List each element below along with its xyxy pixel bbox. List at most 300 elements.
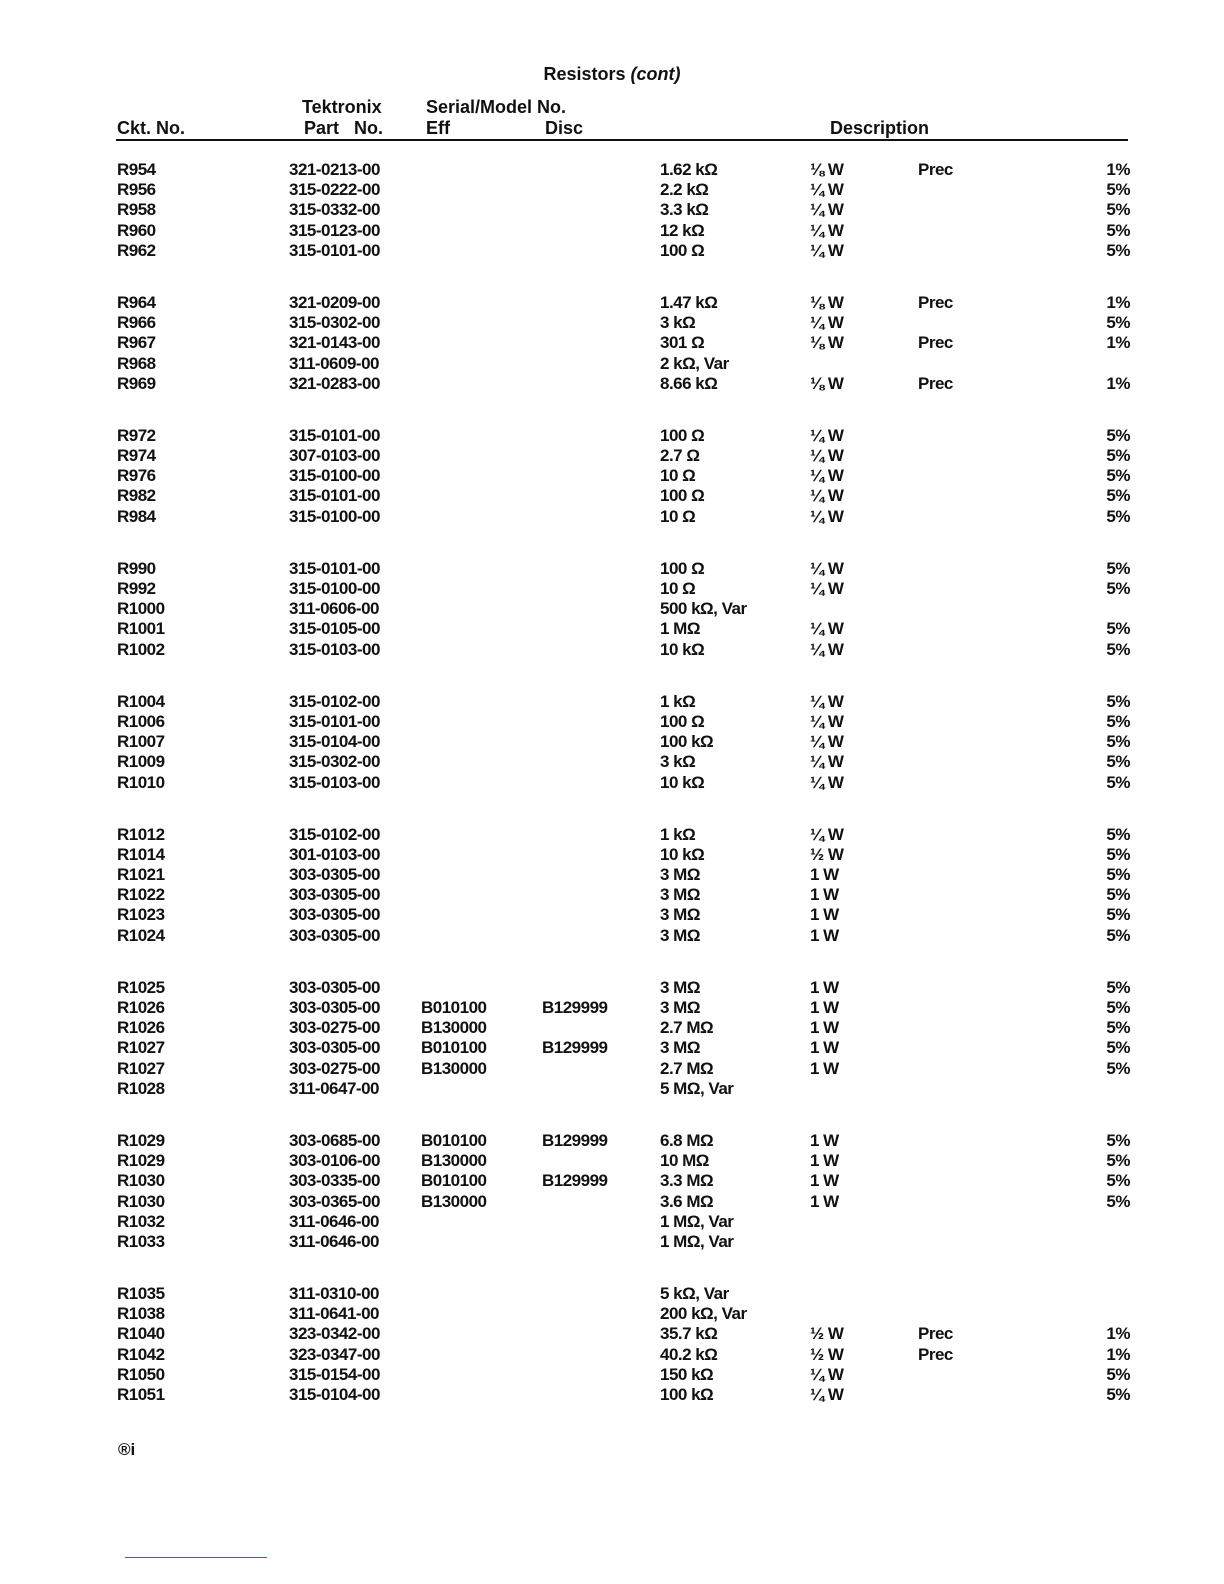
- tolerance: 5%: [1106, 200, 1130, 220]
- resistance-value: 1.47 kΩ: [660, 292, 718, 312]
- table-row: [0, 1232, 1224, 1252]
- tolerance: 5%: [1106, 711, 1130, 731]
- tolerance: 1%: [1106, 292, 1130, 312]
- title-suffix: (cont): [630, 64, 681, 84]
- tolerance: 5%: [1106, 905, 1130, 925]
- part-number: 315-0101-00: [289, 425, 380, 445]
- precision: Prec: [918, 1324, 953, 1344]
- table-row: [0, 180, 1224, 200]
- tolerance: 5%: [1106, 639, 1130, 659]
- resistance-value: 500 kΩ, Var: [660, 599, 747, 619]
- table-row: [0, 200, 1224, 220]
- serial-disc: B129999: [542, 1171, 608, 1191]
- table-row: [0, 466, 1224, 486]
- part-number: 315-0101-00: [289, 711, 380, 731]
- wattage: 1 W: [810, 1171, 839, 1191]
- resistance-value: 3 MΩ: [660, 905, 700, 925]
- resistance-value: 3 MΩ: [660, 1038, 700, 1058]
- resistance-value: 100 Ω: [660, 711, 705, 731]
- part-number: 303-0305-00: [289, 925, 380, 945]
- table-row: [0, 640, 1224, 660]
- serial-disc: B129999: [542, 998, 608, 1017]
- resistance-value: 10 kΩ: [660, 639, 705, 659]
- ckt-number: R1004: [117, 691, 165, 711]
- tolerance: 5%: [1106, 240, 1130, 260]
- tolerance: 5%: [1106, 885, 1130, 905]
- wattage: ¼ W: [810, 619, 844, 639]
- wattage: ⅛ W: [810, 292, 844, 312]
- part-number: 303-0305-00: [289, 865, 380, 885]
- part-number: 307-0103-00: [289, 446, 380, 466]
- precision: Prec: [918, 333, 953, 353]
- wattage: ¼ W: [810, 180, 844, 200]
- table-row: [0, 1192, 1224, 1212]
- table-row: [0, 1324, 1224, 1344]
- table-row: [0, 599, 1224, 619]
- wattage: ½ W: [810, 844, 844, 864]
- tolerance: 1%: [1106, 160, 1130, 179]
- resistance-value: 6.8 MΩ: [660, 1130, 714, 1150]
- part-number: 315-0102-00: [289, 691, 380, 711]
- ckt-number: R1024: [117, 925, 165, 945]
- ckt-number: R1014: [117, 844, 165, 864]
- tolerance: 5%: [1106, 425, 1130, 445]
- resistance-value: 2.7 MΩ: [660, 1058, 714, 1078]
- table-row: [0, 885, 1224, 905]
- part-number: 315-0103-00: [289, 772, 380, 792]
- row-group: [0, 825, 1224, 946]
- ckt-number: R992: [117, 579, 156, 598]
- serial-eff: B130000: [421, 1191, 487, 1211]
- table-row: [0, 619, 1224, 639]
- part-number: 303-0275-00: [289, 1058, 380, 1078]
- table-row: [0, 1079, 1224, 1099]
- table-row: [0, 1304, 1224, 1324]
- part-number: 315-0105-00: [289, 619, 380, 639]
- serial-eff: B010100: [421, 1130, 487, 1150]
- section-title: [0, 64, 1224, 85]
- wattage: 1 W: [810, 1151, 839, 1171]
- ckt-number: R1026: [117, 1018, 165, 1038]
- table-row: [0, 692, 1224, 712]
- tolerance: 5%: [1106, 732, 1130, 752]
- ckt-number: R1009: [117, 752, 165, 772]
- table-row: [0, 1385, 1224, 1405]
- table-row: [0, 1059, 1224, 1079]
- table-row: [0, 752, 1224, 772]
- resistance-value: 5 kΩ, Var: [660, 1284, 729, 1304]
- tolerance: 5%: [1106, 1364, 1130, 1384]
- wattage: ¼ W: [810, 220, 844, 240]
- tolerance: 5%: [1106, 772, 1130, 792]
- tolerance: 5%: [1106, 619, 1130, 639]
- ckt-number: R962: [117, 240, 156, 260]
- ckt-number: R976: [117, 466, 156, 486]
- tolerance: 5%: [1106, 925, 1130, 945]
- tolerance: 5%: [1106, 506, 1130, 526]
- wattage: 1 W: [810, 925, 839, 945]
- resistance-value: 100 kΩ: [660, 732, 714, 752]
- ckt-number: R956: [117, 180, 156, 200]
- header-tektronix: Tektronix: [302, 97, 382, 117]
- wattage: ¼ W: [810, 486, 844, 506]
- table-row: [0, 1131, 1224, 1151]
- resistance-value: 1.62 kΩ: [660, 160, 718, 179]
- table-row: [0, 1212, 1224, 1232]
- wattage: ¼ W: [810, 558, 844, 578]
- row-group: [0, 692, 1224, 793]
- resistance-value: 3 kΩ: [660, 313, 696, 333]
- part-number: 303-0335-00: [289, 1171, 380, 1191]
- table-row: [0, 221, 1224, 241]
- tolerance: 1%: [1106, 1324, 1130, 1344]
- part-number: 311-0606-00: [289, 599, 379, 619]
- resistance-value: 12 kΩ: [660, 220, 705, 240]
- resistance-value: 3 MΩ: [660, 925, 700, 945]
- ckt-number: R967: [117, 333, 156, 353]
- resistance-value: 200 kΩ, Var: [660, 1304, 747, 1324]
- ckt-number: R1012: [117, 824, 165, 844]
- part-number: 303-0305-00: [289, 1038, 380, 1058]
- resistance-value: 3.3 kΩ: [660, 200, 709, 220]
- part-number: 315-0101-00: [289, 240, 380, 260]
- ckt-number: R990: [117, 558, 156, 578]
- table-row: [0, 926, 1224, 946]
- serial-eff: B010100: [421, 1171, 487, 1191]
- ckt-number: R1000: [117, 599, 165, 619]
- precision: Prec: [918, 292, 953, 312]
- wattage: ¼ W: [810, 240, 844, 260]
- tolerance: 5%: [1106, 752, 1130, 772]
- resistance-value: 3.3 MΩ: [660, 1171, 714, 1191]
- part-number: 315-0104-00: [289, 732, 380, 752]
- ckt-number: R1001: [117, 619, 165, 639]
- resistance-value: 5 MΩ, Var: [660, 1078, 734, 1098]
- ckt-number: R1010: [117, 772, 165, 792]
- serial-eff: B130000: [421, 1018, 487, 1038]
- table-row: [0, 978, 1224, 998]
- wattage: ¼ W: [810, 732, 844, 752]
- table-row: [0, 1171, 1224, 1191]
- ckt-number: R1025: [117, 977, 165, 997]
- ckt-number: R1051: [117, 1385, 165, 1404]
- wattage: 1 W: [810, 1130, 839, 1150]
- ckt-number: R964: [117, 292, 156, 312]
- table-row: [0, 333, 1224, 353]
- row-group: [0, 160, 1224, 261]
- row-group: [0, 978, 1224, 1099]
- table-row: [0, 241, 1224, 261]
- resistance-value: 10 Ω: [660, 466, 696, 486]
- table-row: [0, 446, 1224, 466]
- resistance-value: 40.2 kΩ: [660, 1344, 718, 1364]
- part-number: 315-0101-00: [289, 486, 380, 506]
- resistance-value: 301 Ω: [660, 333, 705, 353]
- ckt-number: R984: [117, 506, 156, 526]
- wattage: ¼ W: [810, 752, 844, 772]
- header-serial-model-no: Serial/Model No.: [426, 97, 567, 117]
- resistance-value: 1 MΩ, Var: [660, 1211, 734, 1231]
- part-number: 311-0646-00: [289, 1211, 379, 1231]
- table-row: [0, 1365, 1224, 1385]
- resistance-value: 1 kΩ: [660, 824, 696, 844]
- ckt-number: R969: [117, 373, 156, 393]
- wattage: ¼ W: [810, 1385, 844, 1404]
- tolerance: 1%: [1106, 373, 1130, 393]
- row-group: [0, 1284, 1224, 1405]
- table-row: [0, 1284, 1224, 1304]
- wattage: ¼ W: [810, 200, 844, 220]
- table-row: [0, 712, 1224, 732]
- tolerance: 5%: [1106, 558, 1130, 578]
- table-row: [0, 825, 1224, 845]
- resistance-value: 3.6 MΩ: [660, 1191, 714, 1211]
- ckt-number: R958: [117, 200, 156, 220]
- wattage: ½ W: [810, 1344, 844, 1364]
- header-rule: [116, 139, 1128, 141]
- part-number: 303-0305-00: [289, 998, 380, 1017]
- table-row: [0, 773, 1224, 793]
- resistance-value: 35.7 kΩ: [660, 1324, 718, 1344]
- serial-disc: B129999: [542, 1130, 608, 1150]
- serial-disc: B129999: [542, 1038, 608, 1058]
- resistance-value: 3 MΩ: [660, 998, 700, 1017]
- tolerance: 5%: [1106, 579, 1130, 598]
- wattage: 1 W: [810, 1191, 839, 1211]
- resistance-value: 3 kΩ: [660, 752, 696, 772]
- wattage: ¼ W: [810, 772, 844, 792]
- tolerance: 5%: [1106, 1018, 1130, 1038]
- header-part-no: Part No.: [304, 118, 384, 138]
- part-number: 303-0275-00: [289, 1018, 380, 1038]
- tolerance: 5%: [1106, 1385, 1130, 1404]
- footer-line: [125, 1557, 267, 1558]
- part-number: 321-0213-00: [289, 160, 380, 179]
- table-row: [0, 579, 1224, 599]
- ckt-number: R1023: [117, 905, 165, 925]
- tolerance: 5%: [1106, 691, 1130, 711]
- part-number: 321-0143-00: [289, 333, 380, 353]
- ckt-number: R1032: [117, 1211, 165, 1231]
- wattage: ⅛ W: [810, 373, 844, 393]
- tolerance: 5%: [1106, 466, 1130, 486]
- part-number: 315-0100-00: [289, 506, 380, 526]
- part-number: 311-0646-00: [289, 1231, 379, 1251]
- ckt-number: R960: [117, 220, 156, 240]
- ckt-number: R1035: [117, 1284, 165, 1304]
- part-number: 315-0302-00: [289, 313, 380, 333]
- table-row: [0, 507, 1224, 527]
- tolerance: 5%: [1106, 1058, 1130, 1078]
- ckt-number: R982: [117, 486, 156, 506]
- resistance-value: 100 Ω: [660, 486, 705, 506]
- footer-mark: ®i: [118, 1440, 136, 1459]
- serial-eff: B130000: [421, 1151, 487, 1171]
- ckt-number: R1002: [117, 639, 165, 659]
- resistance-value: 2 kΩ, Var: [660, 353, 729, 373]
- resistance-value: 150 kΩ: [660, 1364, 714, 1384]
- tolerance: 5%: [1106, 824, 1130, 844]
- wattage: 1 W: [810, 998, 839, 1017]
- ckt-number: R1022: [117, 885, 165, 905]
- ckt-number: R1007: [117, 732, 165, 752]
- ckt-number: R1028: [117, 1078, 165, 1098]
- resistance-value: 3 MΩ: [660, 865, 700, 885]
- part-number: 323-0347-00: [289, 1344, 380, 1364]
- tolerance: 5%: [1106, 180, 1130, 200]
- part-number: 315-0123-00: [289, 220, 380, 240]
- wattage: 1 W: [810, 865, 839, 885]
- ckt-number: R974: [117, 446, 156, 466]
- part-number: 303-0365-00: [289, 1191, 380, 1211]
- ckt-number: R1029: [117, 1151, 165, 1171]
- tolerance: 5%: [1106, 313, 1130, 333]
- title-text: Resistors: [543, 64, 626, 84]
- tolerance: 5%: [1106, 1191, 1130, 1211]
- part-number: 315-0101-00: [289, 558, 380, 578]
- wattage: ¼ W: [810, 824, 844, 844]
- header-disc: Disc: [545, 118, 584, 138]
- wattage: ¼ W: [810, 506, 844, 526]
- resistance-value: 100 Ω: [660, 425, 705, 445]
- resistance-value: 100 Ω: [660, 558, 705, 578]
- ckt-number: R1006: [117, 711, 165, 731]
- part-number: 303-0305-00: [289, 977, 380, 997]
- part-number: 303-0305-00: [289, 885, 380, 905]
- table-row: [0, 1018, 1224, 1038]
- part-number: 315-0100-00: [289, 579, 380, 598]
- wattage: ¼ W: [810, 425, 844, 445]
- part-number: 303-0305-00: [289, 905, 380, 925]
- wattage: ½ W: [810, 1324, 844, 1344]
- tolerance: 5%: [1106, 1171, 1130, 1191]
- wattage: 1 W: [810, 977, 839, 997]
- table-row: [0, 1151, 1224, 1171]
- resistance-value: 1 MΩ: [660, 619, 700, 639]
- precision: Prec: [918, 1344, 953, 1364]
- ckt-number: R1027: [117, 1058, 165, 1078]
- tolerance: 5%: [1106, 1038, 1130, 1058]
- table-row: [0, 486, 1224, 506]
- wattage: 1 W: [810, 1018, 839, 1038]
- table-row: [0, 313, 1224, 333]
- table-row: [0, 865, 1224, 885]
- ckt-number: R1050: [117, 1364, 165, 1384]
- resistance-value: 2.7 Ω: [660, 446, 700, 466]
- wattage: ¼ W: [810, 446, 844, 466]
- serial-eff: B010100: [421, 1038, 487, 1058]
- tolerance: 5%: [1106, 998, 1130, 1017]
- resistance-value: 1 MΩ, Var: [660, 1231, 734, 1251]
- part-number: 311-0310-00: [289, 1284, 379, 1304]
- table-row: [0, 732, 1224, 752]
- part-number: 315-0154-00: [289, 1364, 380, 1384]
- tolerance: 5%: [1106, 844, 1130, 864]
- wattage: ¼ W: [810, 691, 844, 711]
- serial-eff: B130000: [421, 1058, 487, 1078]
- tolerance: 1%: [1106, 333, 1130, 353]
- precision: Prec: [918, 160, 953, 179]
- ckt-number: R954: [117, 160, 156, 179]
- wattage: ¼ W: [810, 639, 844, 659]
- tolerance: 5%: [1106, 446, 1130, 466]
- tolerance: 5%: [1106, 977, 1130, 997]
- resistance-value: 10 kΩ: [660, 844, 705, 864]
- part-number: 315-0302-00: [289, 752, 380, 772]
- table-row: [0, 293, 1224, 313]
- part-number: 323-0342-00: [289, 1324, 380, 1344]
- table-row: [0, 426, 1224, 446]
- wattage: 1 W: [810, 885, 839, 905]
- tolerance: 5%: [1106, 486, 1130, 506]
- row-group: [0, 426, 1224, 527]
- ckt-number: R1040: [117, 1324, 165, 1344]
- ckt-number: R1030: [117, 1171, 165, 1191]
- ckt-number: R1029: [117, 1130, 165, 1150]
- tolerance: 5%: [1106, 220, 1130, 240]
- part-number: 301-0103-00: [289, 844, 380, 864]
- table-row: [0, 1345, 1224, 1365]
- header-description: Description: [830, 118, 930, 138]
- resistance-value: 100 kΩ: [660, 1385, 714, 1404]
- row-group: [0, 1131, 1224, 1252]
- row-group: [0, 293, 1224, 394]
- header-ckt-no: Ckt. No.: [117, 118, 186, 138]
- part-number: 315-0222-00: [289, 180, 380, 200]
- resistance-value: 3 MΩ: [660, 885, 700, 905]
- wattage: 1 W: [810, 1058, 839, 1078]
- ckt-number: R1026: [117, 998, 165, 1017]
- part-number: 321-0283-00: [289, 373, 380, 393]
- ckt-number: R1030: [117, 1191, 165, 1211]
- table-row: [0, 374, 1224, 394]
- resistance-value: 8.66 kΩ: [660, 373, 718, 393]
- row-group: [0, 559, 1224, 660]
- resistance-value: 3 MΩ: [660, 977, 700, 997]
- resistance-value: 2.2 kΩ: [660, 180, 709, 200]
- tolerance: 1%: [1106, 1344, 1130, 1364]
- table-row: [0, 1038, 1224, 1058]
- part-number: 303-0685-00: [289, 1130, 380, 1150]
- part-number: 315-0104-00: [289, 1385, 380, 1404]
- part-number: 311-0647-00: [289, 1078, 379, 1098]
- resistance-value: 2.7 MΩ: [660, 1018, 714, 1038]
- resistance-value: 1 kΩ: [660, 691, 696, 711]
- wattage: 1 W: [810, 905, 839, 925]
- table-row: [0, 845, 1224, 865]
- table-row: [0, 905, 1224, 925]
- resistance-value: 10 Ω: [660, 506, 696, 526]
- part-number: 303-0106-00: [289, 1151, 380, 1171]
- resistance-value: 100 Ω: [660, 240, 705, 260]
- wattage: ¼ W: [810, 313, 844, 333]
- part-number: 321-0209-00: [289, 292, 380, 312]
- part-number: 311-0609-00: [289, 353, 379, 373]
- part-number: 315-0103-00: [289, 639, 380, 659]
- header-eff: Eff: [426, 118, 450, 138]
- resistance-value: 10 MΩ: [660, 1151, 709, 1171]
- part-number: 311-0641-00: [289, 1304, 379, 1324]
- parts-table: [0, 160, 1224, 1437]
- tolerance: 5%: [1106, 1151, 1130, 1171]
- part-number: 315-0100-00: [289, 466, 380, 486]
- wattage: ⅛ W: [810, 333, 844, 353]
- table-row: [0, 354, 1224, 374]
- ckt-number: R968: [117, 353, 156, 373]
- wattage: ¼ W: [810, 579, 844, 598]
- table-row: [0, 559, 1224, 579]
- table-row: [0, 160, 1224, 180]
